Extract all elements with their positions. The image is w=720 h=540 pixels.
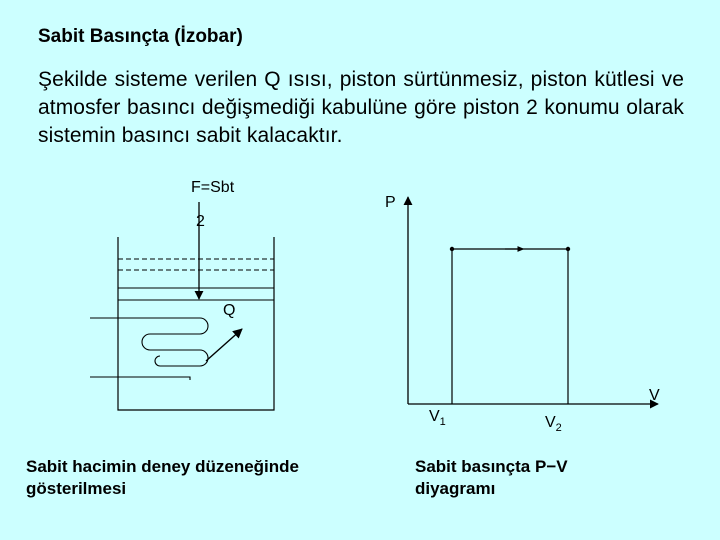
pv-diagram <box>408 197 658 404</box>
description-paragraph: Şekilde sisteme verilen Q ısısı, piston sürtünmesiz, piston kütlesi ve atmosfer basıncı değişmediği kabulüne göre piston 2 konumu olarak sistemin basıncı sabit kalacaktır. <box>38 68 684 147</box>
v1-sub: 1 <box>439 416 446 429</box>
piston-cylinder <box>90 202 274 410</box>
slide-title: Sabit Basınçta (İzobar) <box>38 26 243 47</box>
v2-sub: 2 <box>555 422 562 435</box>
right-caption-line-1: Sabit basınçta P−V <box>415 457 568 476</box>
right-caption-line-2: diyagramı <box>415 479 496 498</box>
v1-label <box>429 408 446 428</box>
left-caption <box>26 456 299 500</box>
state-point-2 <box>566 247 570 251</box>
right-caption <box>415 456 568 500</box>
force-label: F=Sbt <box>191 179 235 196</box>
v-axis-label: V <box>649 387 660 404</box>
left-caption-line-2: gösterilmesi <box>26 479 127 498</box>
heat-arrow <box>206 329 242 361</box>
state-point-1 <box>450 247 454 251</box>
v1-main: V <box>429 408 440 425</box>
heat-label: Q <box>223 302 236 319</box>
p-axis-label: P <box>385 194 396 211</box>
heating-coil <box>90 318 208 380</box>
cylinder-walls <box>118 237 274 410</box>
v2-label <box>545 414 562 434</box>
left-caption-line-1: Sabit hacimin deney düzeneğinde <box>26 457 299 476</box>
v2-main: V <box>545 414 556 431</box>
piston-position-label: 2 <box>196 213 205 230</box>
